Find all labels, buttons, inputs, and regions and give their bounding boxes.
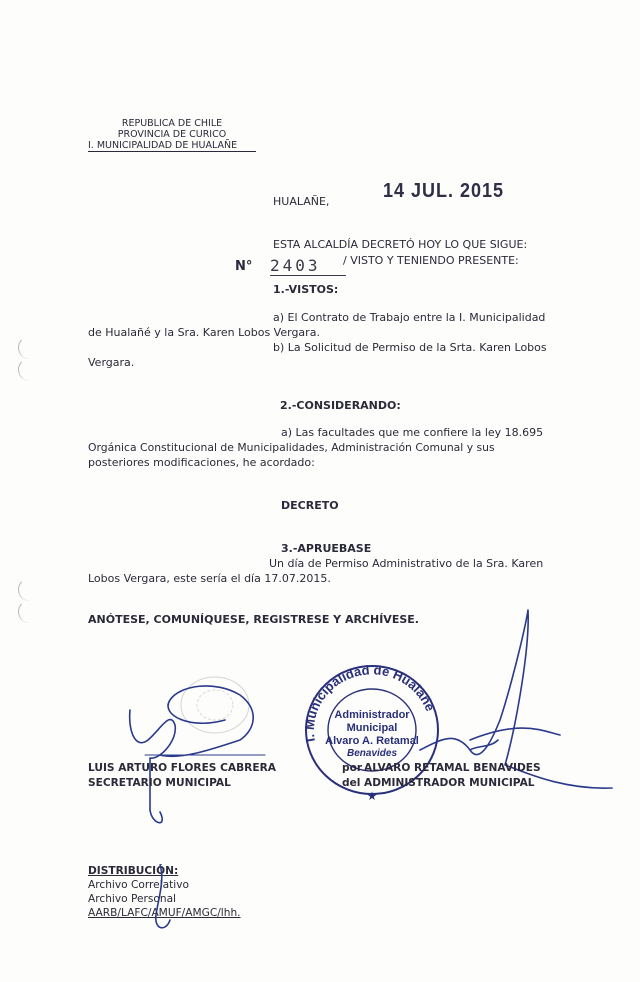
initials-mark — [130, 860, 190, 940]
signatory-right-title: ADMINISTRADOR MUNICIPAL — [364, 777, 535, 789]
embossed-seal — [181, 677, 249, 733]
closing-formula: ANÓTESE, COMUNÍQUESE, REGISTRESE Y ARCHÍVESE. — [88, 613, 419, 626]
apruebase-line2: Lobos Vergara, este sería el día 17.07.2015. — [88, 572, 331, 585]
letterhead — [88, 118, 256, 152]
signatory-left-title: SECRETARIO MUNICIPAL — [88, 777, 231, 789]
seal-star-icon: ★ — [366, 789, 378, 803]
considerando-heading: 2.-CONSIDERANDO: — [280, 399, 401, 412]
vistos-heading: 1.-VISTOS: — [273, 283, 339, 296]
considerando-a-line2: Orgánica Constitucional de Municipalidades, Administración Comunal y sus — [88, 441, 495, 454]
header-country: REPUBLICA DE CHILE — [121, 118, 223, 129]
seal-ring-text: I. Municipalidad de Hualañe — [301, 662, 438, 744]
header-municipality: I. MUNICIPALIDAD DE HUALAÑE — [88, 140, 256, 152]
signatory-left-name: LUIS ARTURO FLORES CABRERA — [88, 762, 276, 774]
decree-number: 2403 — [270, 256, 346, 276]
signatory-right-name: ALVARO RETAMAL BENAVIDES — [364, 762, 541, 774]
header-province: PROVINCIA DE CURICO — [117, 129, 227, 140]
distribution-item: AARB/LAFC/AMUF/AMGC/lhh. — [88, 907, 241, 919]
visto-line: / VISTO Y TENIENDO PRESENTE: — [343, 254, 519, 267]
decree-number-mark: N° — [235, 259, 253, 274]
distribution-item: Archivo Personal — [88, 893, 177, 905]
signatory-right-prefix-2: del — [342, 777, 361, 789]
decreto-heading: DECRETO — [281, 499, 339, 512]
seal-line4: Benavides — [346, 748, 398, 759]
signature-left — [130, 686, 254, 823]
distribution-heading: DISTRIBUCIÓN: — [88, 865, 179, 877]
distribution-item: Archivo Correlativo — [88, 879, 189, 891]
considerando-a-line3: posteriores modificaciones, he acordado: — [88, 456, 315, 469]
considerando-a-line1: a) Las facultades que me confiere la ley 18.695 — [281, 426, 544, 439]
seal-line2: Municipal — [346, 722, 398, 734]
vistos-b-line1: b) La Solicitud de Permiso de la Srta. Karen Lobos — [273, 341, 547, 354]
place-label: HUALAÑE, — [273, 195, 330, 208]
vistos-b-line2: Vergara. — [88, 356, 135, 369]
punch-hole-mark — [18, 358, 41, 381]
vistos-a-line2: de Hualañé y la Sra. Karen Lobos Vergara. — [88, 326, 320, 339]
date-stamp: 14 JUL. 2015 — [383, 178, 505, 202]
punch-hole-mark — [18, 336, 41, 359]
decree-intro: ESTA ALCALDÍA DECRETÓ HOY LO QUE SIGUE: — [273, 238, 528, 251]
signature-area — [0, 590, 640, 830]
vistos-a-line1: a) El Contrato de Trabajo entre la I. Municipalidad — [273, 311, 546, 324]
seal-line1: Administrador — [334, 709, 410, 721]
apruebase-line1: Un día de Permiso Administrativo de la Sra. Karen — [269, 557, 544, 570]
seal-line3: Alvaro A. Retamal — [325, 735, 419, 747]
apruebase-heading: 3.-APRUEBASE — [281, 542, 372, 555]
signatory-right-prefix-1: por — [342, 762, 363, 774]
